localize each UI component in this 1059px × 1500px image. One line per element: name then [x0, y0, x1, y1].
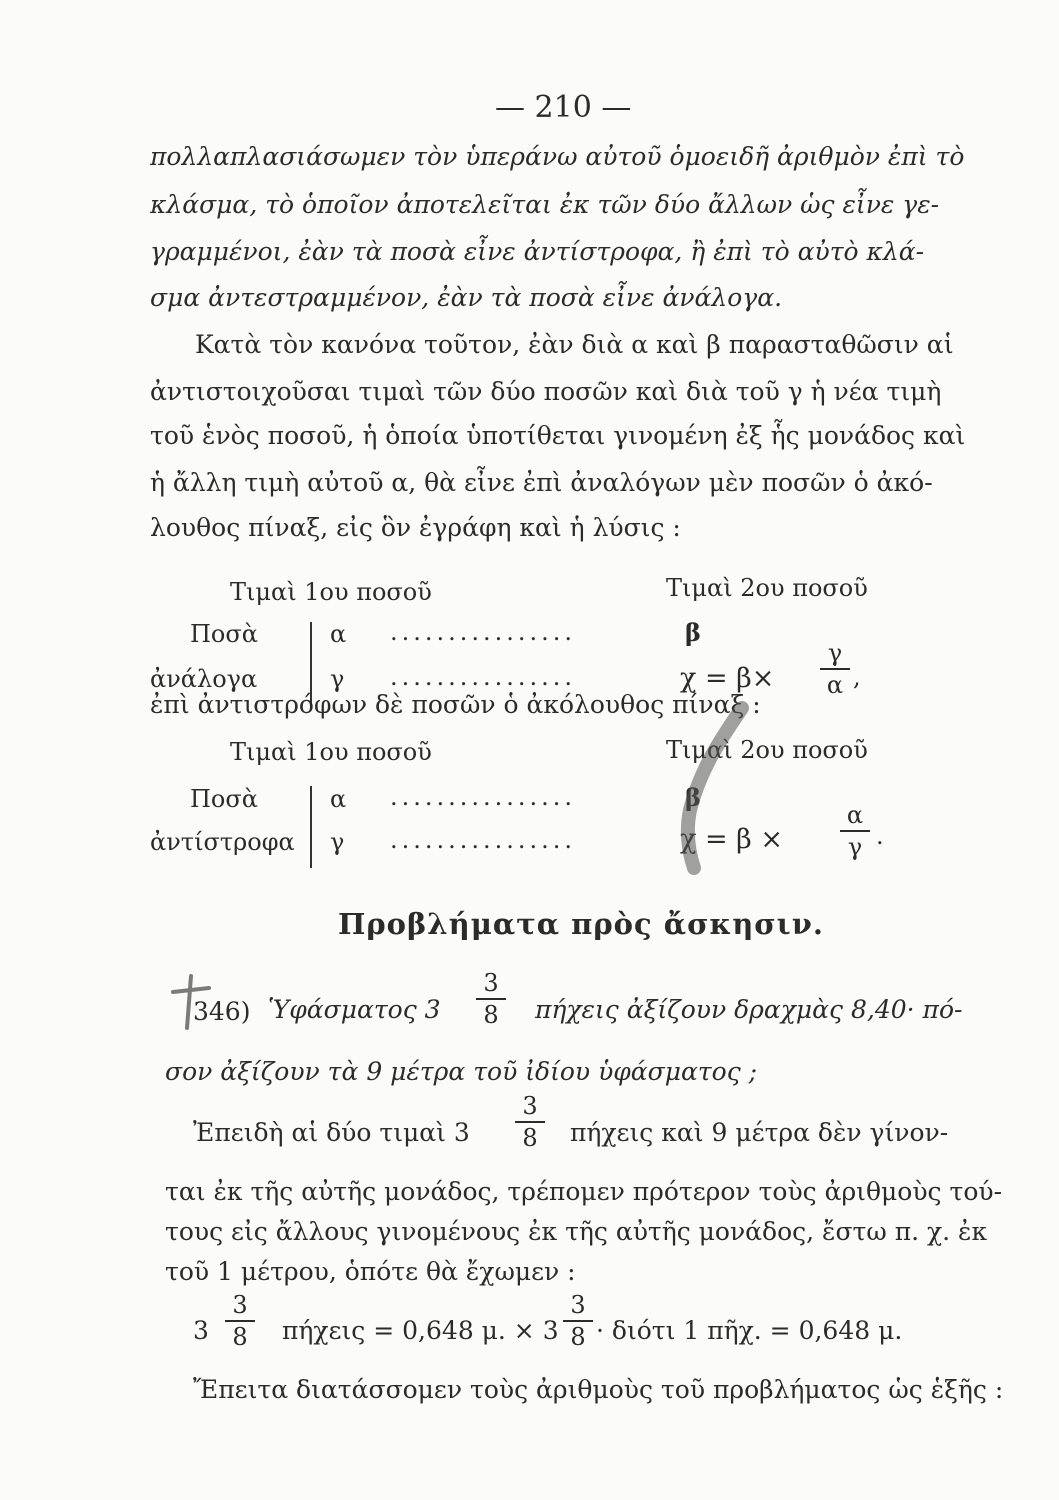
page-number: — 210 — — [495, 90, 632, 125]
table1-r2-dots: ................ — [390, 663, 577, 691]
paragraph-2-line-3: τοῦ ἑνὸς ποσοῦ, ἡ ὁποία ὑποτίθεται γινομένη ἐξ ἧς μονάδος καὶ — [150, 421, 966, 450]
paragraph-1-line-3: γραμμένοι, ἐὰν τὰ ποσὰ εἶνε ἀντίστροφα, ἢ ἐπὶ τὸ αὐτὸ κλά- — [150, 237, 925, 266]
problem-text-b: πήχεις ἀξίζουν δραχμὰς 8,40· πό- — [535, 995, 963, 1024]
table2-col1-header: Τιμαὶ 1ου ποσοῦ — [230, 738, 432, 766]
solution-line-2: ται ἐκ τῆς αὐτῆς μονάδος, τρέπομεν πρότερον τοὺς ἀριθμοὺς τού- — [165, 1177, 1003, 1206]
table1-r2-end: , — [853, 663, 861, 691]
equation-fraction-1-denominator: 8 — [232, 1323, 248, 1351]
table2-row-label-bottom: ἀντίστροφα — [150, 828, 295, 856]
pen-mark — [660, 700, 760, 880]
table1-col1-header: Τιμαὶ 1ου ποσοῦ — [230, 578, 432, 606]
equation-fraction-2-denominator: 8 — [570, 1323, 586, 1351]
solution-line-1-fraction — [515, 1093, 545, 1151]
table1-row-label-top: Ποσὰ — [190, 620, 258, 648]
table2-r1-dots: ................ — [390, 783, 577, 811]
table1-r1-dots: ................ — [390, 618, 577, 646]
paragraph-2-line-4: ἡ ἄλλη τιμὴ αὐτοῦ α, θὰ εἶνε ἐπὶ ἀναλόγων μὲν ποσῶν ὁ ἀκό- — [150, 468, 933, 497]
table2-row-label-top: Ποσὰ — [190, 785, 258, 813]
equation-part-c: · διότι 1 πῆχ. = 0,648 μ. — [596, 1316, 903, 1345]
solution-last-line: Ἔπειτα διατάσσομεν τοὺς ἀριθμοὺς τοῦ προβλήματος ὡς ἑξῆς : — [193, 1375, 1004, 1404]
solution-line-3: τους εἰς ἄλλους γινομένους ἐκ τῆς αὐτῆς μονάδος, ἔστω π. χ. ἐκ — [165, 1217, 988, 1246]
table1-col2-header: Τιμαὶ 2ου ποσοῦ — [666, 574, 868, 602]
table2-r2-dots: ................ — [390, 826, 577, 854]
equation-part-b: πήχεις = 0,648 μ. × 3 — [282, 1316, 559, 1345]
paragraph-1-line-2: κλάσμα, τὸ ὁποῖον ἀποτελεῖται ἐκ τῶν δύο ἄλλων ὡς εἶνε γε- — [150, 190, 940, 219]
fraction-bar — [515, 1121, 545, 1123]
table1-r1-right: β — [685, 618, 701, 647]
equation-fraction-1 — [225, 1292, 255, 1350]
table2-r2-end: . — [876, 822, 884, 850]
table1-r2-expression: χ = β× — [680, 663, 775, 694]
paragraph-2-line-1: Κατὰ τὸν κανόνα τοῦτον, ἐὰν διὰ α καὶ β παρασταθῶσιν αἱ — [195, 330, 954, 359]
section-heading: Προβλήματα πρὸς ἄσκησιν. — [338, 907, 824, 941]
paragraph-1-line-1: πολλαπλασιάσωμεν τὸν ὑπεράνω αὐτοῦ ὁμοειδῆ ἀριθμὸν ἐπὶ τὸ — [150, 142, 965, 171]
table2-r1-left: α — [330, 785, 347, 813]
paragraph-2-line-2: ἀντιστοιχοῦσαι τιμαὶ τῶν δύο ποσῶν καὶ διὰ τοῦ γ ἡ νέα τιμὴ — [150, 377, 942, 406]
fraction-bar — [840, 830, 870, 832]
fraction-bar — [225, 1320, 255, 1322]
equation-fraction-2 — [563, 1292, 593, 1350]
solution-line-1-fraction-denominator: 8 — [522, 1124, 538, 1152]
table2-r2-expression: χ = β × — [680, 824, 783, 855]
table1-row-label-bottom: ἀνάλογα — [150, 665, 258, 693]
table1-r2-fraction — [820, 640, 850, 698]
table1-r2-fraction-denominator: α — [826, 671, 844, 699]
fraction-bar — [820, 668, 850, 670]
solution-line-4: τοῦ 1 μέτρου, ὁπότε θὰ ἔχωμεν : — [165, 1257, 576, 1286]
fraction-bar — [563, 1320, 593, 1322]
table1-r2-left: γ — [330, 665, 345, 693]
table2-r2-fraction — [840, 802, 870, 860]
problem-fraction-numerator: 3 — [483, 969, 499, 997]
problem-fraction — [476, 970, 506, 1028]
problem-text-a: Ὑφάσματος 3 — [268, 995, 441, 1024]
problem-line-2: σον ἀξίζουν τὰ 9 μέτρα τοῦ ἰδίου ὑφάσματος ; — [165, 1057, 758, 1086]
solution-line-1-a: Ἐπειδὴ αἱ δύο τιμαὶ 3 — [193, 1118, 470, 1147]
table2-r2-fraction-denominator: γ — [847, 833, 863, 861]
table2-r2-left: γ — [330, 828, 345, 856]
fraction-bar — [476, 998, 506, 1000]
table2-col2-header: Τιμαὶ 2ου ποσοῦ — [666, 736, 868, 764]
problem-fraction-denominator: 8 — [483, 1001, 499, 1029]
equation-part-a: 3 — [193, 1316, 209, 1345]
solution-line-1-b: πήχεις καὶ 9 μέτρα δὲν γίνον- — [570, 1118, 949, 1147]
problem-number: 346) — [193, 997, 251, 1026]
paragraph-2-line-5: λουθος πίναξ, εἰς ὃν ἐγράφη καὶ ἡ λύσις : — [150, 513, 681, 542]
table2-r1-right: β — [685, 783, 701, 812]
table1-r2-fraction-numerator: γ — [827, 639, 843, 667]
table2-brace — [310, 786, 312, 868]
solution-line-1-fraction-numerator: 3 — [522, 1092, 538, 1120]
paragraph-1-line-4: σμα ἀντεστραμμένον, ἐὰν τὰ ποσὰ εἶνε ἀνάλογα. — [150, 283, 783, 312]
equation-fraction-2-numerator: 3 — [570, 1291, 586, 1319]
table1-r1-left: α — [330, 620, 347, 648]
inverse-intro-line: ἐπὶ ἀντιστρόφων δὲ ποσῶν ὁ ἀκόλουθος πίναξ : — [150, 690, 761, 719]
table2-r2-fraction-numerator: α — [846, 801, 864, 829]
equation-fraction-1-numerator: 3 — [232, 1291, 248, 1319]
